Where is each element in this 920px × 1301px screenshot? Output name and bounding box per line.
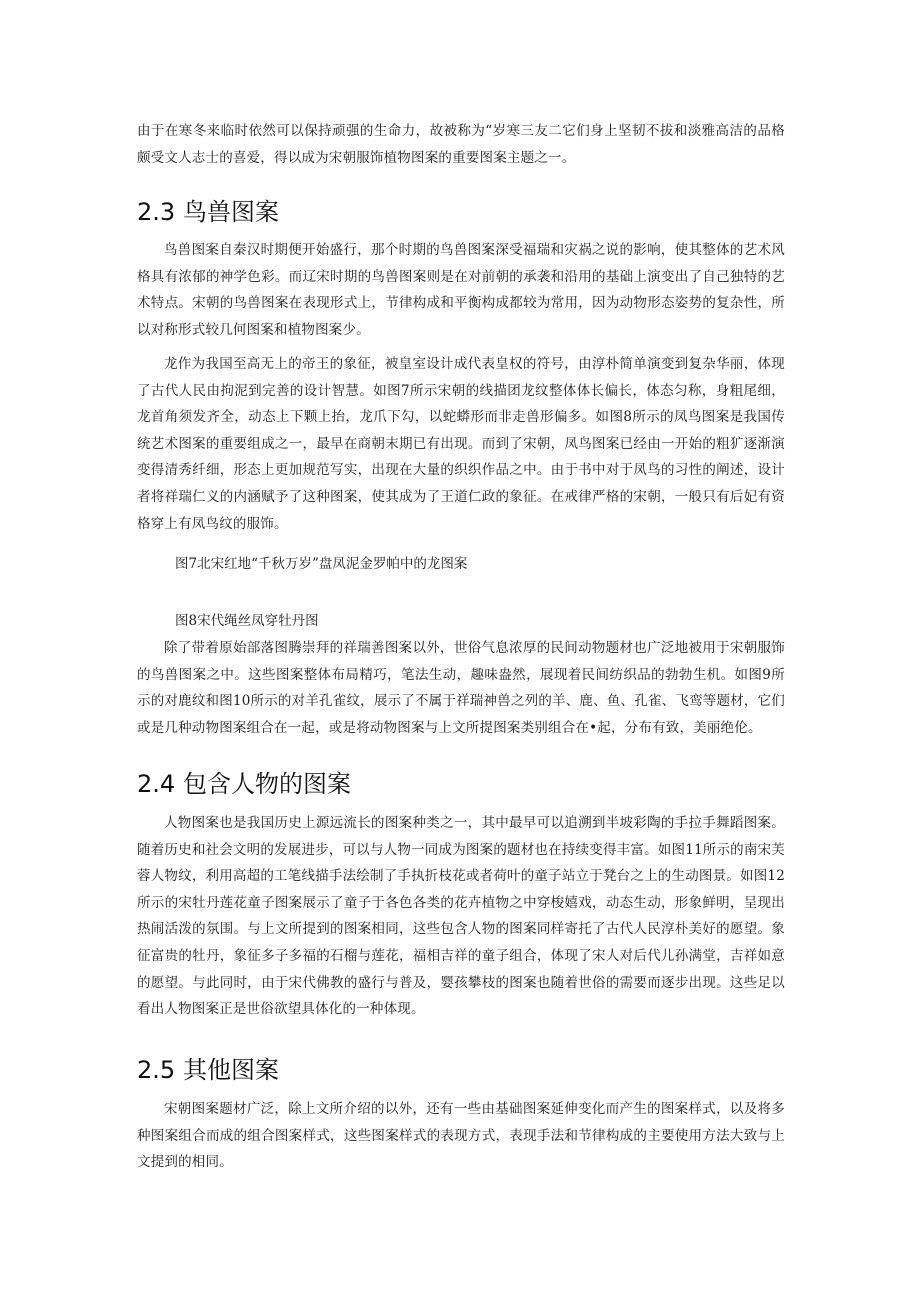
- section-title: 鸟兽图案: [183, 198, 279, 226]
- birds-beasts-paragraph-1: 鸟兽图案自秦汉时期便开始盛行，那个时期的鸟兽图案深受福瑞和灾祸之说的影响，使其整体的艺术风格具有浓郁的神学色彩。而辽宋时期的鸟兽图案则是在对前朝的承袭和沿用的基础上演变出了自己独特的艺术特点。宋朝的鸟兽图案在表现形式上，节律构成和平衡构成都较为常用，因为动物形态姿势的复杂性，所以对称形式较几何图案和植物图案少。: [137, 242, 785, 338]
- section-heading-2-5: [137, 1050, 279, 1085]
- section-title: 包含人物的图案: [183, 770, 351, 798]
- figure-7-caption: 图7北宋红地“千秋万岁”盘凤泥金罗帕中的龙图案: [175, 556, 468, 572]
- section-heading-2-4: [137, 764, 351, 799]
- figure-8-caption: 图8宋代绳丝凤穿牡丹图: [175, 613, 319, 629]
- section-number: 2.3: [137, 198, 176, 226]
- figures-paragraph-1: 人物图案也是我国历史上源远流长的图案种类之一，其中最早可以追溯到半坡彩陶的手拉手舞蹈图案。随着历史和社会文明的发展进步，可以与人物一同成为图案的题材也在持续变得丰富。如图11所示的南宋芙蓉人物纹，利用高超的工笔线描手法绘制了手执折枝花或者荷叶的童子站立于凳台之上的生动图景。如图12所示的宋牡丹莲花童子图案展示了童子于各色各类的花卉植物之中穿梭嬉戏，动态生动，形象鲜明，呈现出热闹活泼的氛围。与上文所提到的图案相同，这些包含人物的图案同样寄托了古代人民淳朴美好的愿望。象征富贵的牡丹，象征多子多福的石榴与莲花，福相吉祥的童子组合，体现了宋人对后代儿孙满堂，吉祥如意的愿望。与此同时，由于宋代佛教的盛行与普及，婴孩攀枝的图案也随着世俗的需要而逐步出现。这些足以看出人物图案正是世俗欲望具体化的一种体现。: [137, 815, 785, 1018]
- other-patterns-paragraph-1: 宋朝图案题材广泛，除上文所介绍的以外，还有一些由基础图案延伸变化而产生的图案样式，以及将多种图案组合而成的组合图案样式，这些图案样式的表现方式，表现手法和节律构成的主要使用方法大致与上文提到的相同。: [137, 1101, 785, 1171]
- section-title: 其他图案: [183, 1056, 279, 1084]
- birds-beasts-paragraph-3: 除了带着原始部落图腾崇拜的祥瑞善图案以外，世俗气息浓厚的民间动物题材也广泛地被用于宋朝服饰的鸟兽图案之中。这些图案整体布局精巧，笔法生动，趣味盎然，展现着民间纺织品的勃勃生机。如图9所示的对鹿纹和图10所示的对羊孔雀纹，展示了不属于祥瑞神兽之列的羊、鹿、鱼、孔雀、飞鸾等题材，它们或是几种动物图案组合在一起，或是将动物图案与上文所提图案类别组合在•起，分布有致，美丽绝伦。: [137, 640, 785, 736]
- birds-beasts-paragraph-2: 龙作为我国至高无上的帝王的象征，被皇室设计成代表皇权的符号，由淳朴简单演变到复杂华丽，体现了古代人民由拘泥到完善的设计智慧。如图7所示宋朝的线描团龙纹整体体长偏长，体态匀称，身粗尾细，龙首角须发齐全，动态上下颗上抬，龙爪下勾，以蛇蟒形而非走兽形偏多。如图8所示的凤鸟图案是我国传统艺术图案的重要组成之一，最早在商朝末期已有出现。而到了宋朝，凤鸟图案已经由一开始的粗犷逐渐演变得清秀纤细，形态上更加规范写实，出现在大量的织织作品之中。由于书中对于凤鸟的习性的阐述，设计者将祥瑞仁义的内涵赋予了这种图案，使其成为了王道仁政的象征。在戒律严格的宋朝，一般只有后妃有资格穿上有凤鸟纹的服饰。: [137, 356, 785, 532]
- section-heading-2-3: [137, 192, 279, 227]
- section-number: 2.5: [137, 1056, 176, 1084]
- intro-paragraph: 由于在寒冬来临时依然可以保持顽强的生命力，故被称为“岁寒三友二它们身上坚韧不拔和淡雅高洁的品格颇受文人志士的喜爱，得以成为宋朝服饰植物图案的重要图案主题之一。: [137, 123, 785, 166]
- section-number: 2.4: [137, 770, 176, 798]
